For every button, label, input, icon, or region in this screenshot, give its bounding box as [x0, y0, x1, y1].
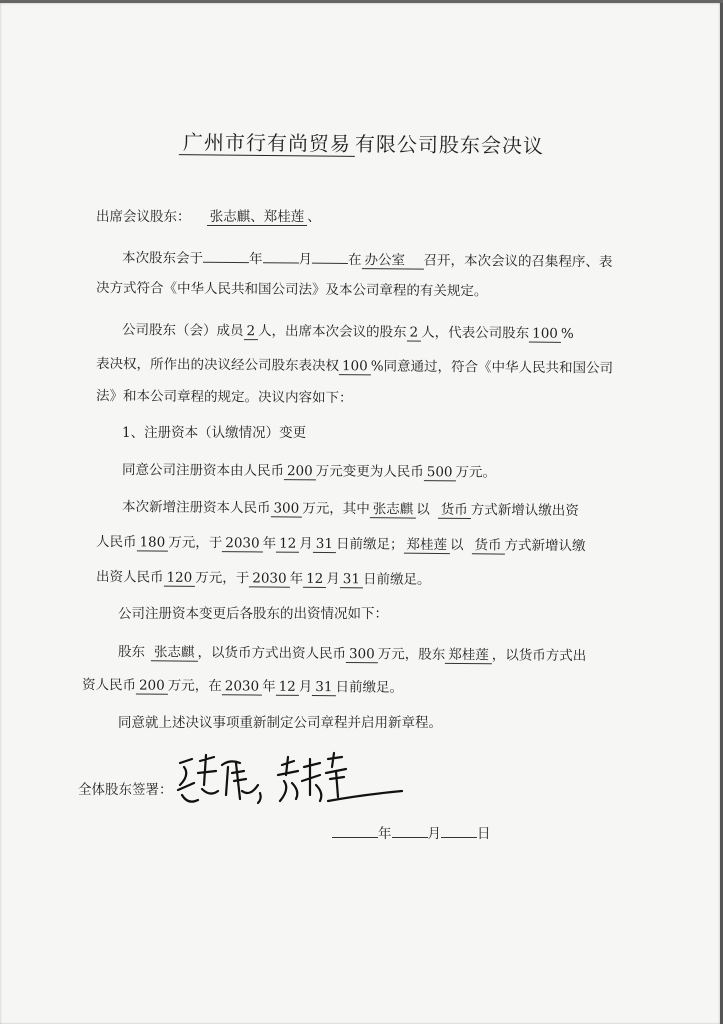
new-capital-line-1: 本次新增注册资本人民币 300 万元，其中 张志麒 以 货币 方式新增认缴出资: [121, 499, 579, 519]
date-month-blank: [392, 837, 428, 838]
holdings-line-2: 资人民币 200 万元，在 2030 年 12 月 31 日前缴足。: [81, 677, 404, 696]
new-capital-line-3: 出资人民币 120 万元，于 2030 年 12 月 31 日前缴足。: [95, 569, 431, 588]
meeting-place: 办公室: [361, 252, 423, 270]
signature-label: 全体股东签署：: [78, 782, 173, 798]
attendees-names: 张志麒、郑桂莲: [207, 209, 308, 226]
date-day-blank: [441, 837, 477, 838]
meeting-line-2: 决方式符合《中华人民共和国公司法》及本公司章程的有关规定。: [95, 280, 488, 300]
members-line-3: 法》和本公司章程的规定。决议内容如下：: [95, 388, 353, 407]
item-1-heading: 1、注册资本（认缴情况）变更: [122, 425, 307, 441]
handwritten-signature: [170, 745, 410, 815]
after-change-heading: 公司注册资本变更后各股东的出资情况如下：: [118, 606, 388, 622]
date-line: 年 月 日: [332, 822, 491, 842]
meeting-line-1: 本次股东会于 年 月 在 办公室 召开，本次会议的召集程序、表: [121, 250, 613, 271]
document-title: [0, 124, 723, 161]
members-line-1: 公司股东（会）成员 2 人，出席本次会议的股东 2 人，代表公司股东 100 %: [121, 322, 574, 342]
members-line-2: 表决权，所作出的决议经公司股东表决权 100 %同意通过，符合《中华人民共和国公司: [95, 356, 614, 377]
blank-day: [312, 263, 348, 264]
title-suffix: 有限公司股东会决议: [354, 131, 545, 158]
date-year-blank: [332, 837, 378, 838]
scan-edge-top: [0, 0, 723, 3]
resolution-line: 同意就上述决议事项重新制定公司章程并启用新章程。: [118, 715, 442, 731]
attendees-line: 出席会议股东： 张志麒、郑桂莲 、: [96, 209, 321, 225]
blank-month: [262, 262, 298, 263]
new-capital-line-2: 人民币 180 万元，于 2030 年 12 月 31 日前缴足； 郑桂莲 以 货币 方式新增认缴: [95, 534, 586, 555]
blank-year: [203, 262, 249, 263]
company-name: 广州市行有尚贸易: [179, 130, 355, 157]
capital-change-line: 同意公司注册资本由人民币 200 万元变更为人民币 500 万元。: [121, 462, 497, 481]
holdings-line-1: 股东 张志麒 ，以货币方式出资人民币 300 万元，股东 郑桂莲 ，以货币方式出: [117, 644, 587, 665]
